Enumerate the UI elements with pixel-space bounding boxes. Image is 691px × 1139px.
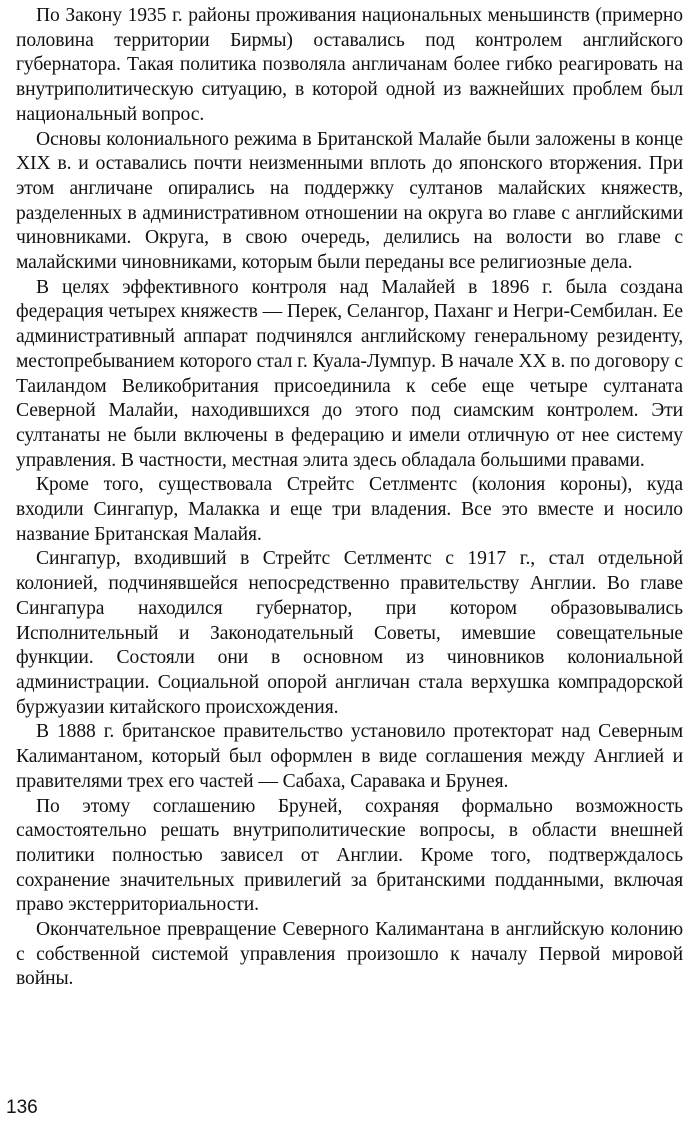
paragraph-5: Сингапур, входивший в Стрейтс Сетлментс с 1917 г., стал отдельной колонией, подчинявшейся непосредственно правительству Англии. Во главе Сингапура находился губернатор, при котором образовывались Исполнительный и Законодательный Советы, имевшие совещательные функции. Состояли они в основном из чиновников колониальной администрации. Социальной опорой англичан стала верхушка компрадорской буржуазии китайского происхождения. <box>16 548 683 718</box>
paragraph-7: По этому соглашению Бруней, сохраняя формально возможность самостоятельно решать внутриполитические вопросы, в области внешней политики полностью зависел от Англии. Кроме того, подтверждалось сохранение значительных привилегий за британскими подданными, включая право экстерриториальности. <box>16 795 683 916</box>
paragraph-6: В 1888 г. британское правительство установило протекторат над Северным Калимантаном, который был оформлен в виде соглашения между Англией и правителями трех его частей — Сабаха, Саравака и Брунея. <box>16 721 683 792</box>
paragraph-1: По Закону 1935 г. районы проживания национальных меньшинств (примерно половина территории Бирмы) оставались под контролем английского губернатора. Такая политика позволяла англичанам более гибко реагировать на внутриполитическую ситуацию, в которой одной из важнейших проблем был национальный вопрос. <box>16 5 683 125</box>
paragraph-8: Окончательное превращение Северного Калимантана в английскую колонию с собственной системой управления произошло к началу Первой мировой войны. <box>16 919 683 990</box>
paragraph-4: Кроме того, существовала Стрейтс Сетлментс (колония короны), куда входили Сингапур, Малакка и еще три владения. Все это вместе и носило название Британская Малайя. <box>16 474 683 545</box>
paragraph-3: В целях эффективного контроля над Малайей в 1896 г. была создана федерация четырех княжеств — Перек, Селангор, Паханг и Негри-Сембилан. Ее административный аппарат подчинялся английскому генеральному резиденту, местопребыванием которого стал г. Куала-Лумпур. В начале XX в. по договору с Таиландом Великобритания присоединила к себе еще четыре султаната Северной Малайи, находившихся до этого под сиамским контролем. Эти султанаты не были включены в федерацию и имели отличную от нее систему управления. В частности, местная элита здесь обладала большими правами. <box>16 276 683 471</box>
page-number: 136 <box>6 1097 38 1118</box>
body-text <box>16 4 683 992</box>
paragraph-2: Основы колониального режима в Британской Малайе были заложены в конце XIX в. и оставались почти неизменными вплоть до японского вторжения. При этом англичане опирались на поддержку султанов малайских княжеств, разделенных в административном отношении на округа во главе с английскими чиновниками. Округа, в свою очередь, делились на волости во главе с малайскими чиновниками, которым были переданы все религиозные дела. <box>16 128 683 274</box>
